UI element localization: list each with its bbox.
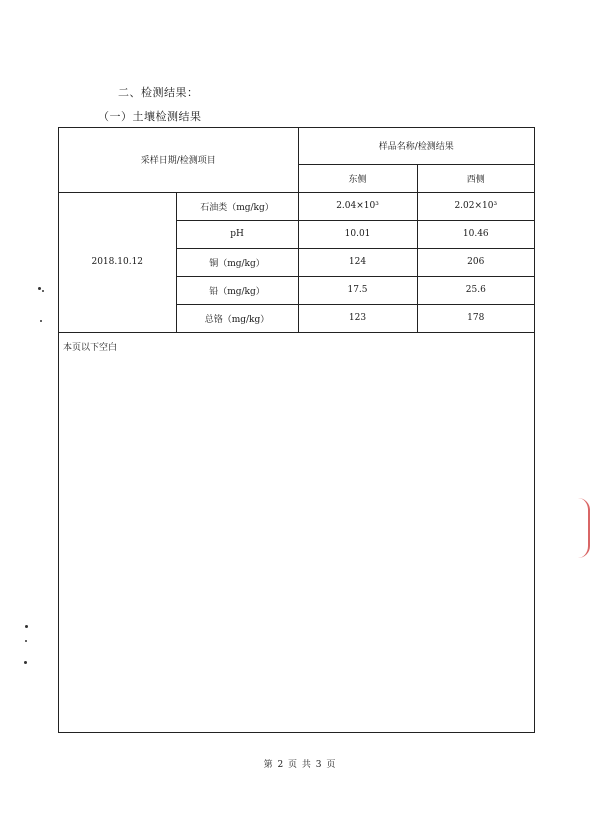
west-value-cell: 10.46 (417, 220, 534, 248)
header-east: 东侧 (298, 164, 417, 192)
header-west: 西侧 (417, 164, 534, 192)
item-cell: 石油类（mg/kg） (176, 192, 298, 220)
item-cell: 铅（mg/kg） (176, 276, 298, 304)
subsection-title: （一）土壤检测结果 (98, 110, 202, 123)
page-footer: 第 2 页 共 3 页 (263, 760, 337, 770)
east-value-cell: 17.5 (298, 276, 417, 304)
header-date-item: 采样日期/检测项目 (59, 128, 298, 192)
item-cell: 铜（mg/kg） (176, 248, 298, 276)
scan-speck (40, 320, 42, 322)
sample-date-cell: 2018.10.12 (59, 192, 176, 332)
table-header-row (59, 128, 534, 164)
east-value-cell: 123 (298, 304, 417, 332)
east-value-cell: 2.04×10³ (298, 192, 417, 220)
scan-speck (25, 625, 28, 628)
section-title: 二、检测结果： (118, 86, 199, 99)
item-cell: pH (176, 220, 298, 248)
table-row (59, 192, 534, 220)
seal-stamp-edge (578, 498, 590, 558)
scan-speck (24, 661, 27, 664)
scan-speck (25, 640, 27, 642)
scan-speck (42, 290, 44, 292)
east-value-cell: 124 (298, 248, 417, 276)
east-value-cell: 10.01 (298, 220, 417, 248)
west-value-cell: 178 (417, 304, 534, 332)
results-table-frame (58, 127, 535, 733)
blank-below-note: 本页以下空白 (63, 343, 118, 353)
scan-speck (38, 287, 41, 290)
header-sample-result: 样品名称/检测结果 (298, 128, 534, 164)
west-value-cell: 25.6 (417, 276, 534, 304)
west-value-cell: 206 (417, 248, 534, 276)
results-table (59, 128, 534, 333)
item-cell: 总铬（mg/kg） (176, 304, 298, 332)
west-value-cell: 2.02×10³ (417, 192, 534, 220)
